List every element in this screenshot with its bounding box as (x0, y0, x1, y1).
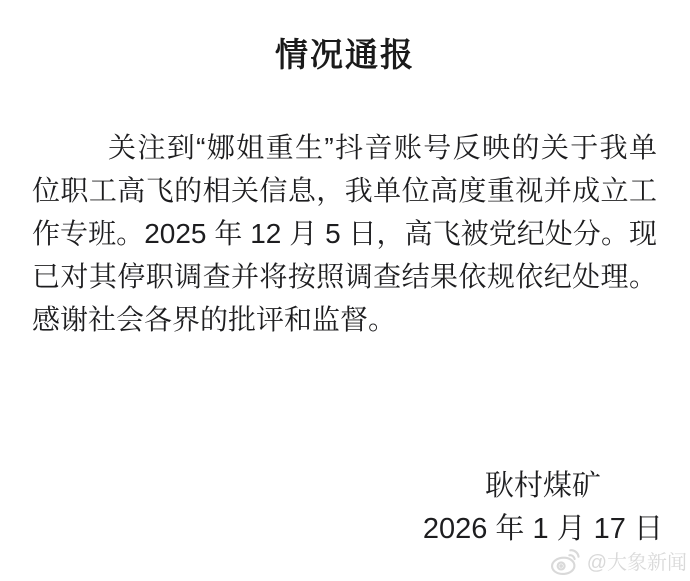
body-line: 已对其停职调查并将按照调查结果依规依纪处理。 (32, 261, 657, 293)
signature-name: 耿村煤矿 (484, 470, 601, 502)
signature-block (423, 465, 663, 551)
watermark-handle: @大象新闻 (586, 551, 687, 574)
notice-body (32, 126, 657, 341)
weibo-icon (548, 548, 582, 577)
body-line: 关注到“娜姐重生”抖音账号反映的关于我单 (108, 132, 657, 164)
body-line: 作专班。2025 年 12 月 5 日，高飞被党纪处分。现 (32, 218, 657, 250)
notice-title: 情况通报 (275, 36, 415, 73)
body-line: 位职工高飞的相关信息，我单位高度重视并成立工 (32, 175, 657, 207)
signature-date: 2026 年 1 月 17 日 (422, 513, 663, 545)
watermark (548, 548, 687, 577)
notice-document (0, 37, 690, 581)
body-line: 感谢社会各界的批评和监督。 (32, 304, 397, 336)
